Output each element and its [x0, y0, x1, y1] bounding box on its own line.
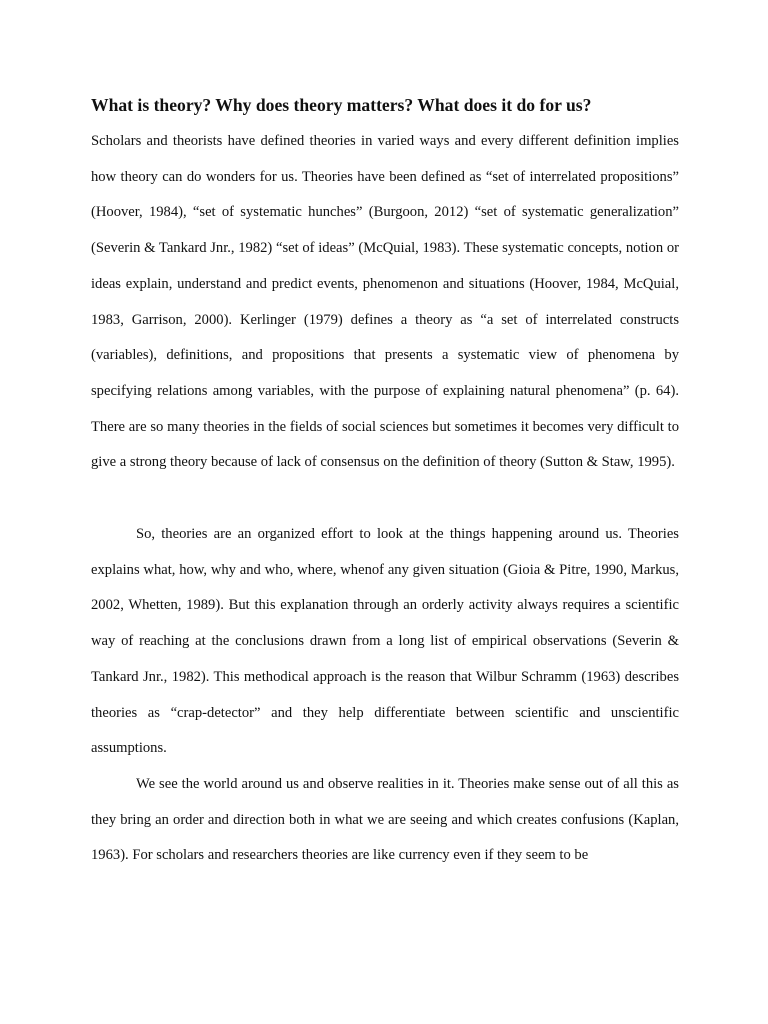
page-heading: What is theory? Why does theory matters? What does it do for us? — [91, 95, 592, 115]
paragraph-2: So, theories are an organized effort to look at the things happening around us. Theories explains what, how, why and who, where, whenof any given situation (Gioia & Pitre, 1990, Markus, 2002, Whetten, 1989). But this explanation through an orderly activity always requires a scientific way of reaching at the conclusions drawn from a long list of empirical observations (Severin & Tankard Jnr., 1982). This methodical approach is the reason that Wilbur Schramm (1963) describes theories as “crap-detector” and they help differentiate between scientific and unscientific assumptions. — [91, 526, 679, 757]
paragraph-1: Scholars and theorists have defined theories in varied ways and every different definition implies how theory can do wonders for us. Theories have been defined as “set of interrelated propositions” (Hoover, 1984), “set of systematic hunches” (Burgoon, 2012) “set of systematic generalization” (Severin & Tankard Jnr., 1982) “set of ideas” (McQuial, 1983). These systematic concepts, notion or ideas explain, understand and predict events, phenomenon and situations (Hoover, 1984, McQuial, 1983, Garrison, 2000). Kerlinger (1979) defines a theory as “a set of interrelated constructs (variables), definitions, and propositions that presents a systematic view of phenomena by specifying relations among variables, with the purpose of explaining natural phenomena” (p. 64). There are so many theories in the fields of social sciences but sometimes it becomes very difficult to give a strong theory because of lack of consensus on the definition of theory (Sutton & Staw, 1995). — [91, 133, 679, 471]
paragraph-3: We see the world around us and observe realities in it. Theories make sense out of all this as they bring an order and direction both in what we are seeing and which creates confusions (Kaplan, 1963). For scholars and researchers theories are like currency even if they seem to be — [91, 776, 679, 864]
